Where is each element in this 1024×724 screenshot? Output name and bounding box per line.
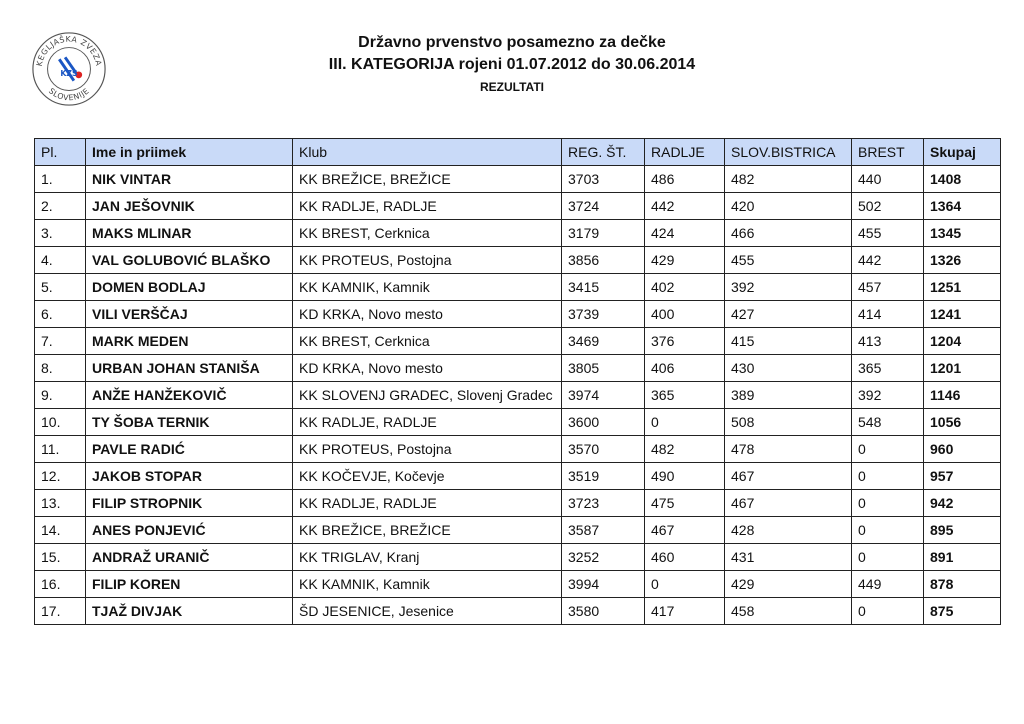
cell-reg-number: 3994 — [562, 571, 645, 598]
cell-total: 875 — [924, 598, 1001, 625]
cell-brest: 0 — [852, 544, 924, 571]
cell-reg-number: 3856 — [562, 247, 645, 274]
cell-total: 957 — [924, 463, 1001, 490]
logo-center-text: KZS — [60, 68, 78, 78]
cell-brest: 413 — [852, 328, 924, 355]
table-header-row — [35, 139, 1001, 166]
cell-slov-bistrica: 458 — [725, 598, 852, 625]
cell-name: TJAŽ DIVJAK — [86, 598, 293, 625]
cell-radlje: 0 — [645, 571, 725, 598]
cell-brest: 449 — [852, 571, 924, 598]
cell-brest: 0 — [852, 490, 924, 517]
table-row — [35, 301, 1001, 328]
cell-total: 1345 — [924, 220, 1001, 247]
cell-total: 895 — [924, 517, 1001, 544]
cell-slov-bistrica: 415 — [725, 328, 852, 355]
cell-slov-bistrica: 427 — [725, 301, 852, 328]
cell-slov-bistrica: 466 — [725, 220, 852, 247]
cell-total: 1326 — [924, 247, 1001, 274]
column-header-reg: REG. ŠT. — [562, 139, 645, 166]
cell-slov-bistrica: 482 — [725, 166, 852, 193]
cell-place: 2. — [35, 193, 86, 220]
cell-reg-number: 3415 — [562, 274, 645, 301]
cell-slov-bistrica: 467 — [725, 490, 852, 517]
column-header-pl: Pl. — [35, 139, 86, 166]
cell-club: KK RADLJE, RADLJE — [293, 409, 562, 436]
cell-name: DOMEN BODLAJ — [86, 274, 293, 301]
cell-club: KK KAMNIK, Kamnik — [293, 274, 562, 301]
cell-name: JAN JEŠOVNIK — [86, 193, 293, 220]
cell-radlje: 460 — [645, 544, 725, 571]
cell-place: 13. — [35, 490, 86, 517]
cell-reg-number: 3519 — [562, 463, 645, 490]
cell-total: 1408 — [924, 166, 1001, 193]
cell-brest: 0 — [852, 436, 924, 463]
cell-brest: 0 — [852, 598, 924, 625]
cell-slov-bistrica: 431 — [725, 544, 852, 571]
cell-radlje: 486 — [645, 166, 725, 193]
cell-total: 942 — [924, 490, 1001, 517]
table-row — [35, 409, 1001, 436]
cell-place: 12. — [35, 463, 86, 490]
cell-radlje: 400 — [645, 301, 725, 328]
cell-total: 1241 — [924, 301, 1001, 328]
cell-radlje: 365 — [645, 382, 725, 409]
logo-ring-text-top: KEGLJAŠKA ZVEZA — [34, 34, 104, 67]
cell-club: KK BREST, Cerknica — [293, 328, 562, 355]
document-header — [0, 32, 1024, 94]
cell-radlje: 0 — [645, 409, 725, 436]
table-row — [35, 220, 1001, 247]
cell-place: 17. — [35, 598, 86, 625]
cell-total: 878 — [924, 571, 1001, 598]
cell-place: 16. — [35, 571, 86, 598]
table-row — [35, 328, 1001, 355]
cell-name: ANDRAŽ URANIČ — [86, 544, 293, 571]
column-header-name: Ime in priimek — [86, 139, 293, 166]
cell-total: 1251 — [924, 274, 1001, 301]
cell-radlje: 417 — [645, 598, 725, 625]
table-row — [35, 544, 1001, 571]
table-row — [35, 571, 1001, 598]
cell-radlje: 424 — [645, 220, 725, 247]
cell-reg-number: 3724 — [562, 193, 645, 220]
table-row — [35, 463, 1001, 490]
cell-name: ANES PONJEVIĆ — [86, 517, 293, 544]
cell-slov-bistrica: 508 — [725, 409, 852, 436]
table-row — [35, 247, 1001, 274]
cell-place: 15. — [35, 544, 86, 571]
cell-brest: 440 — [852, 166, 924, 193]
cell-place: 8. — [35, 355, 86, 382]
cell-brest: 457 — [852, 274, 924, 301]
cell-name: MAKS MLINAR — [86, 220, 293, 247]
cell-radlje: 482 — [645, 436, 725, 463]
cell-total: 1146 — [924, 382, 1001, 409]
column-header-slov-bistrica: SLOV.BISTRICA — [725, 139, 852, 166]
cell-radlje: 467 — [645, 517, 725, 544]
cell-slov-bistrica: 420 — [725, 193, 852, 220]
cell-total: 960 — [924, 436, 1001, 463]
cell-reg-number: 3723 — [562, 490, 645, 517]
cell-reg-number: 3252 — [562, 544, 645, 571]
cell-club: KD KRKA, Novo mesto — [293, 355, 562, 382]
cell-radlje: 376 — [645, 328, 725, 355]
table-row — [35, 274, 1001, 301]
cell-name: VAL GOLUBOVIĆ BLAŠKO — [86, 247, 293, 274]
cell-radlje: 429 — [645, 247, 725, 274]
cell-club: KK PROTEUS, Postojna — [293, 247, 562, 274]
cell-total: 1204 — [924, 328, 1001, 355]
cell-club: KK RADLJE, RADLJE — [293, 490, 562, 517]
cell-brest: 392 — [852, 382, 924, 409]
column-header-total: Skupaj — [924, 139, 1001, 166]
cell-slov-bistrica: 392 — [725, 274, 852, 301]
cell-brest: 365 — [852, 355, 924, 382]
cell-reg-number: 3739 — [562, 301, 645, 328]
cell-club: KK BREŽICE, BREŽICE — [293, 166, 562, 193]
cell-place: 9. — [35, 382, 86, 409]
cell-name: NIK VINTAR — [86, 166, 293, 193]
cell-slov-bistrica: 478 — [725, 436, 852, 463]
logo-ring-text-bottom: SLOVENIJE — [46, 86, 92, 103]
column-header-club: Klub — [293, 139, 562, 166]
table-row — [35, 436, 1001, 463]
cell-total: 891 — [924, 544, 1001, 571]
cell-radlje: 490 — [645, 463, 725, 490]
cell-name: TY ŠOBA TERNIK — [86, 409, 293, 436]
cell-club: KD KRKA, Novo mesto — [293, 301, 562, 328]
cell-slov-bistrica: 428 — [725, 517, 852, 544]
cell-total: 1201 — [924, 355, 1001, 382]
cell-slov-bistrica: 430 — [725, 355, 852, 382]
cell-slov-bistrica: 429 — [725, 571, 852, 598]
table-row — [35, 355, 1001, 382]
table-row — [35, 490, 1001, 517]
cell-radlje: 406 — [645, 355, 725, 382]
cell-place: 5. — [35, 274, 86, 301]
title-line-1: Državno prvenstvo posamezno za dečke — [358, 34, 666, 51]
cell-slov-bistrica: 389 — [725, 382, 852, 409]
cell-reg-number: 3580 — [562, 598, 645, 625]
cell-brest: 0 — [852, 463, 924, 490]
cell-reg-number: 3805 — [562, 355, 645, 382]
cell-name: FILIP STROPNIK — [86, 490, 293, 517]
title-line-2: III. KATEGORIJA rojeni 01.07.2012 do 30.06.2014 — [328, 56, 696, 73]
subtitle: REZULTATI — [480, 80, 544, 94]
cell-name: FILIP KOREN — [86, 571, 293, 598]
table-row — [35, 517, 1001, 544]
cell-place: 4. — [35, 247, 86, 274]
cell-slov-bistrica: 467 — [725, 463, 852, 490]
column-header-radlje: RADLJE — [645, 139, 725, 166]
cell-brest: 442 — [852, 247, 924, 274]
cell-club: KK KOČEVJE, Kočevje — [293, 463, 562, 490]
cell-radlje: 442 — [645, 193, 725, 220]
column-header-brest: BREST — [852, 139, 924, 166]
cell-brest: 455 — [852, 220, 924, 247]
cell-brest: 0 — [852, 517, 924, 544]
cell-reg-number: 3570 — [562, 436, 645, 463]
cell-place: 7. — [35, 328, 86, 355]
cell-total: 1056 — [924, 409, 1001, 436]
cell-club: KK BREŽICE, BREŽICE — [293, 517, 562, 544]
cell-reg-number: 3179 — [562, 220, 645, 247]
cell-reg-number: 3469 — [562, 328, 645, 355]
cell-place: 6. — [35, 301, 86, 328]
cell-club: KK TRIGLAV, Kranj — [293, 544, 562, 571]
cell-club: ŠD JESENICE, Jesenice — [293, 598, 562, 625]
cell-radlje: 475 — [645, 490, 725, 517]
cell-club: KK RADLJE, RADLJE — [293, 193, 562, 220]
cell-reg-number: 3703 — [562, 166, 645, 193]
cell-name: PAVLE RADIĆ — [86, 436, 293, 463]
cell-reg-number: 3600 — [562, 409, 645, 436]
cell-brest: 548 — [852, 409, 924, 436]
cell-name: MARK MEDEN — [86, 328, 293, 355]
cell-place: 1. — [35, 166, 86, 193]
cell-place: 14. — [35, 517, 86, 544]
cell-club: KK KAMNIK, Kamnik — [293, 571, 562, 598]
cell-radlje: 402 — [645, 274, 725, 301]
cell-name: JAKOB STOPAR — [86, 463, 293, 490]
cell-slov-bistrica: 455 — [725, 247, 852, 274]
cell-brest: 502 — [852, 193, 924, 220]
cell-name: ANŽE HANŽEKOVIČ — [86, 382, 293, 409]
cell-name: VILI VERŠČAJ — [86, 301, 293, 328]
cell-club: KK SLOVENJ GRADEC, Slovenj Gradec — [293, 382, 562, 409]
cell-reg-number: 3587 — [562, 517, 645, 544]
table-row — [35, 382, 1001, 409]
cell-place: 10. — [35, 409, 86, 436]
cell-brest: 414 — [852, 301, 924, 328]
cell-place: 11. — [35, 436, 86, 463]
cell-total: 1364 — [924, 193, 1001, 220]
cell-club: KK PROTEUS, Postojna — [293, 436, 562, 463]
cell-place: 3. — [35, 220, 86, 247]
cell-club: KK BREST, Cerknica — [293, 220, 562, 247]
results-table — [34, 138, 1001, 625]
table-row — [35, 193, 1001, 220]
cell-reg-number: 3974 — [562, 382, 645, 409]
cell-name: URBAN JOHAN STANIŠA — [86, 355, 293, 382]
table-row — [35, 166, 1001, 193]
table-row — [35, 598, 1001, 625]
